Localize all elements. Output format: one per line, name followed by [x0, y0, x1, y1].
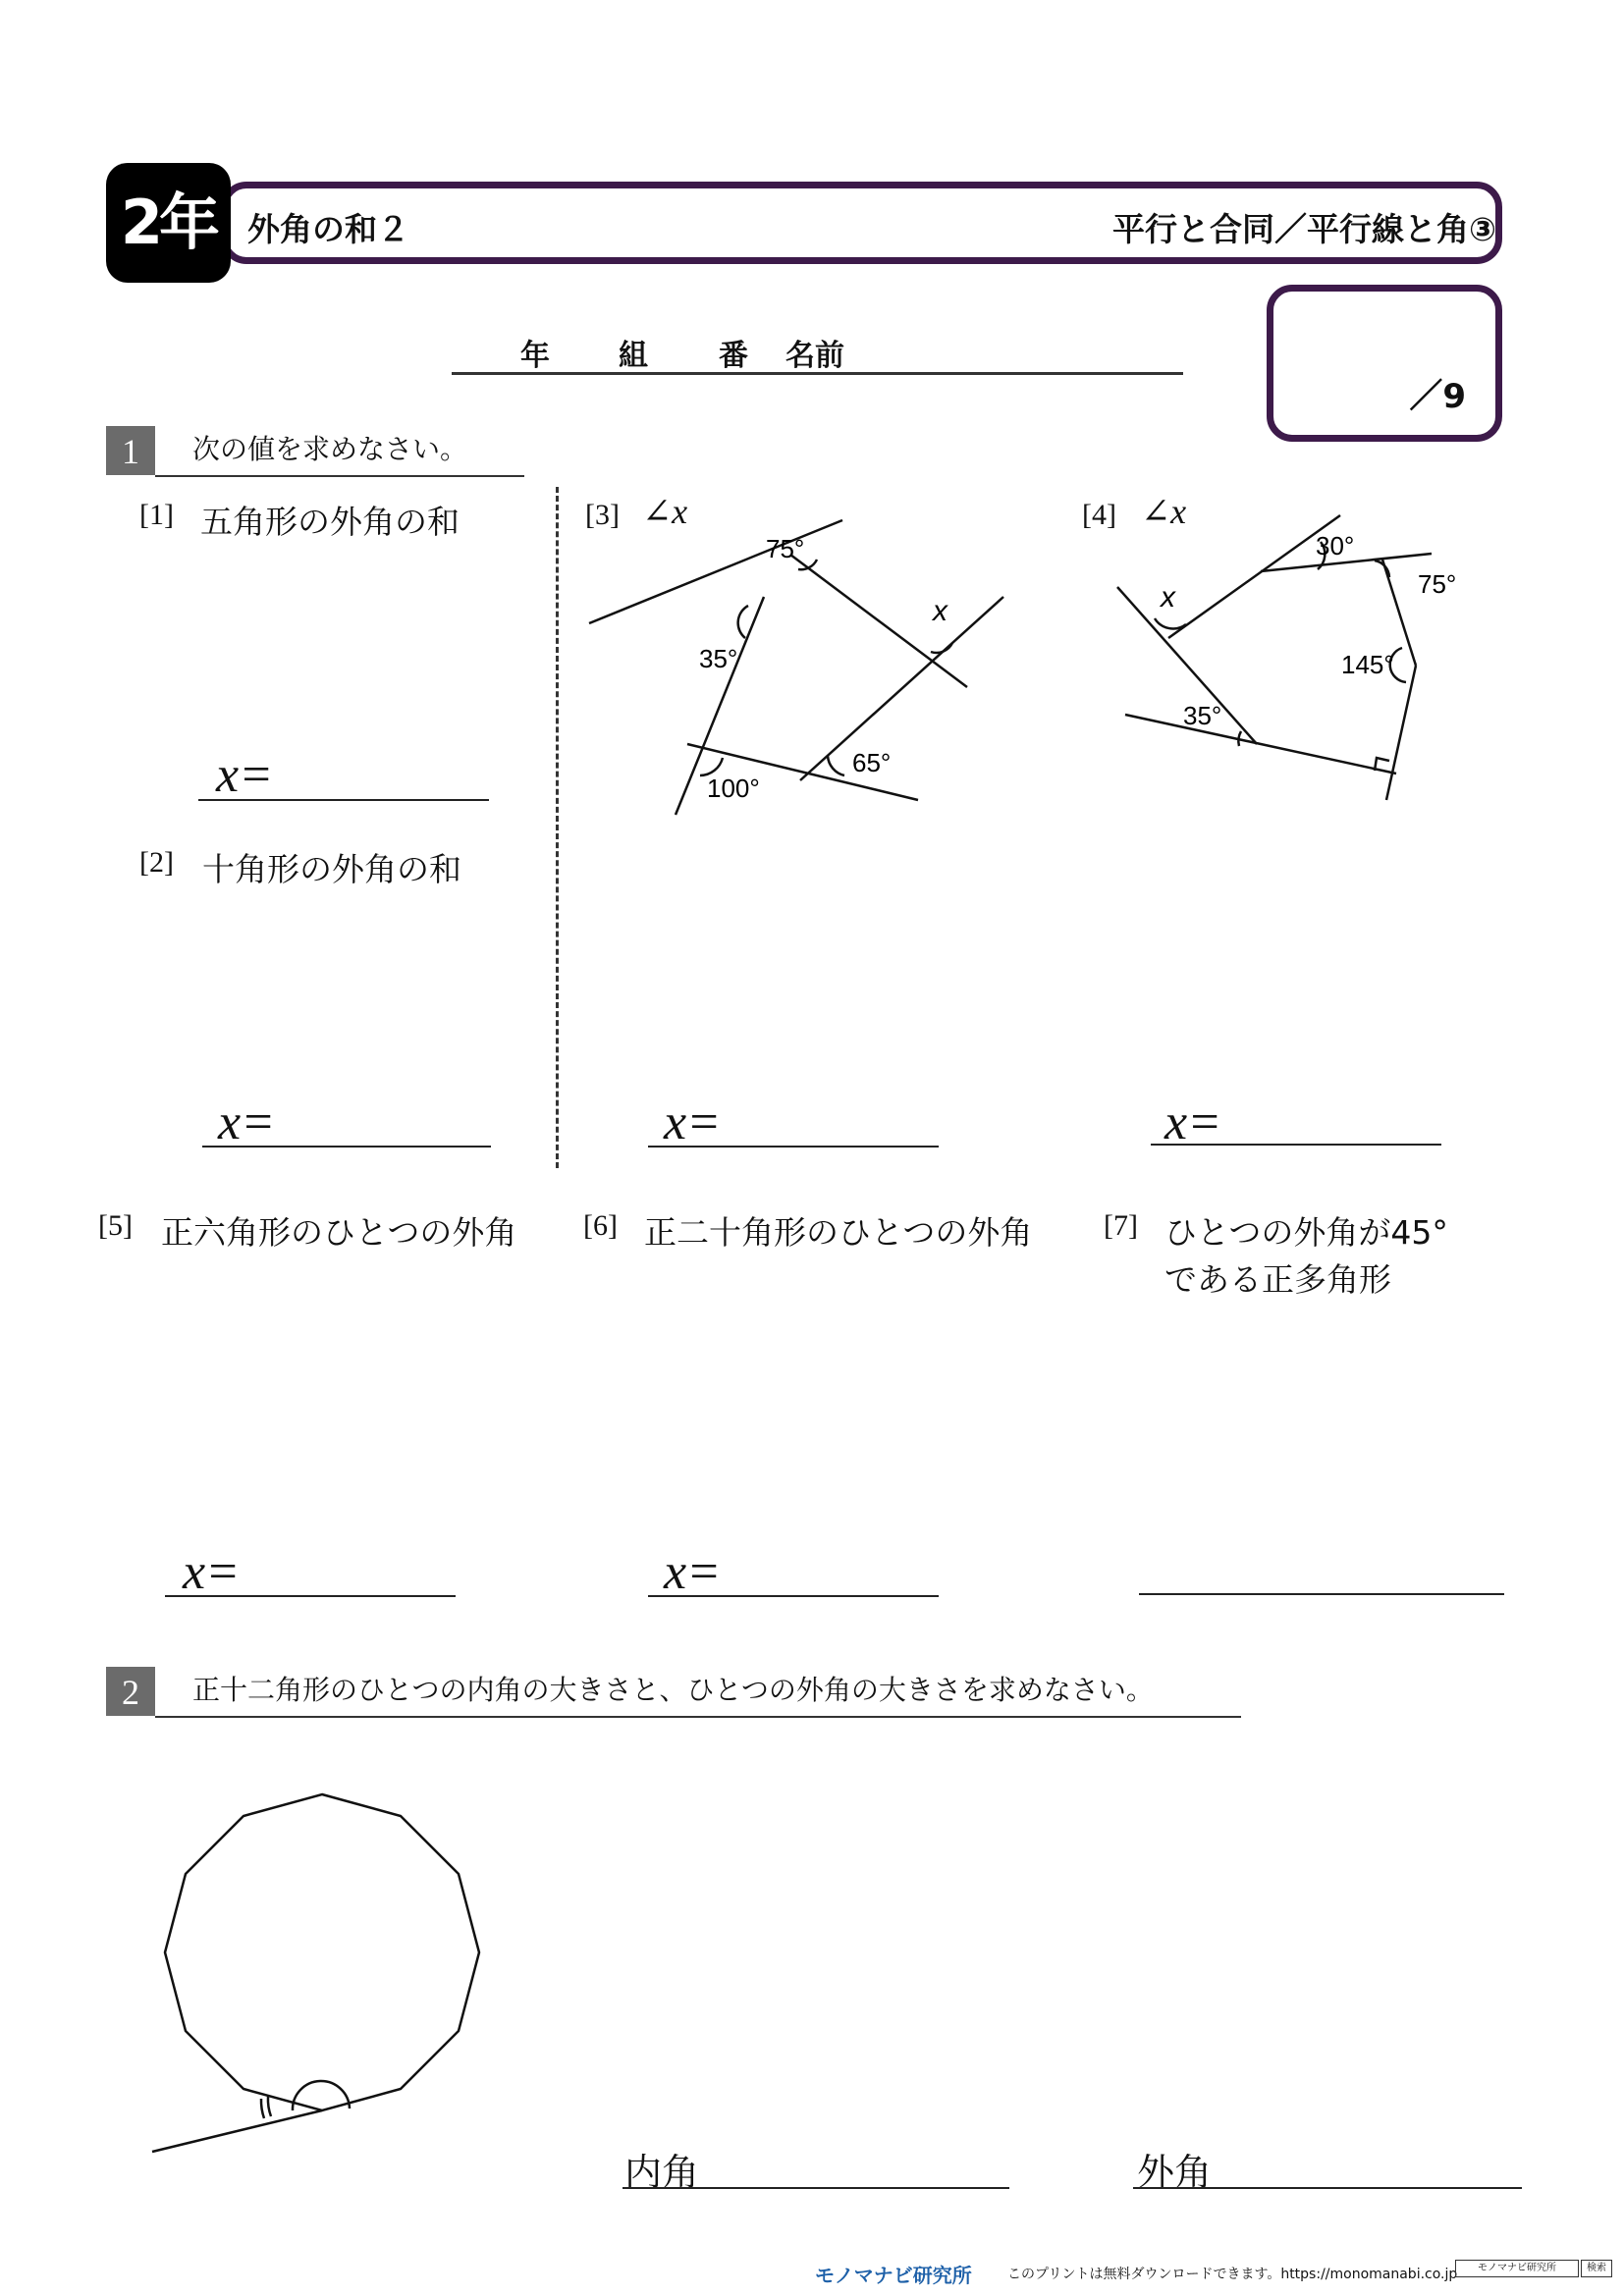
q4-angle-145: 145°	[1341, 650, 1394, 679]
class-label: 組	[619, 339, 648, 373]
section1-number: 1	[106, 426, 155, 475]
inner-angle-label: 内角	[624, 2151, 700, 2194]
q1-answer-prefix: x=	[216, 747, 274, 803]
name-label: 名前	[785, 339, 844, 373]
q6-answer-prefix: x=	[664, 1544, 722, 1600]
q6-number: [6]	[583, 1209, 618, 1242]
column-divider	[556, 487, 559, 1168]
q3-angle-75: 75°	[766, 534, 805, 563]
q1-text: 五角形の外角の和	[200, 503, 460, 541]
inner-angle-answer-line[interactable]	[623, 2187, 1009, 2189]
q4-angle-75: 75°	[1418, 569, 1457, 599]
q3-number: [3]	[585, 499, 620, 531]
q6-text: 正二十角形のひとつの外角	[644, 1213, 1033, 1252]
q6-answer-line[interactable]	[648, 1595, 939, 1597]
q3-answer-line[interactable]	[648, 1146, 939, 1148]
q4-angle-x: x	[1161, 581, 1175, 614]
q5-text: 正六角形のひとつの外角	[161, 1213, 517, 1252]
q3-angle-x: x	[933, 595, 947, 627]
q5-answer-line[interactable]	[165, 1595, 456, 1597]
section2-number: 2	[106, 1667, 155, 1716]
q2-answer-line[interactable]	[202, 1146, 491, 1148]
dodecagon-figure	[137, 1777, 501, 2160]
grade-badge: 2年	[106, 163, 231, 283]
unit-title: 平行と合同／平行線と角③	[1112, 210, 1496, 248]
footer-search-button[interactable]: 検索	[1581, 2260, 1612, 2277]
q4-number: [4]	[1082, 499, 1116, 531]
q7-answer-line[interactable]	[1139, 1593, 1504, 1595]
footer-search-box[interactable]: モノマナビ研究所	[1455, 2260, 1579, 2277]
q3-figure	[638, 510, 947, 825]
footer-brand: モノマナビ研究所	[815, 2264, 972, 2287]
year-label: 年	[520, 339, 550, 373]
outer-angle-answer-line[interactable]	[1133, 2187, 1522, 2189]
q5-answer-prefix: x=	[183, 1544, 241, 1600]
q2-answer-prefix: x=	[218, 1095, 276, 1150]
number-label: 番	[719, 339, 748, 373]
q1-answer-line[interactable]	[198, 799, 489, 801]
q5-number: [5]	[98, 1209, 133, 1242]
q7-text-line2: である正多角形	[1164, 1260, 1391, 1299]
q3-angle-65: 65°	[852, 748, 892, 777]
score-total: ／9	[1409, 377, 1466, 416]
q2-number: [2]	[139, 846, 174, 879]
q1-number: [1]	[139, 499, 174, 531]
q2-text: 十角形の外角の和	[202, 850, 461, 888]
q3-text: ∠x	[642, 492, 688, 531]
q4-angle-35: 35°	[1183, 701, 1222, 730]
q7-text-line1: ひとつの外角が45°	[1164, 1213, 1448, 1252]
score-box[interactable]	[1267, 285, 1502, 442]
q3-answer-prefix: x=	[664, 1095, 722, 1150]
q4-text: ∠x	[1141, 492, 1187, 531]
q4-figure	[1110, 506, 1457, 829]
outer-angle-label: 外角	[1137, 2151, 1213, 2194]
q4-answer-prefix: x=	[1164, 1095, 1222, 1150]
q4-answer-line[interactable]	[1151, 1144, 1441, 1146]
worksheet-title: 外角の和２	[247, 210, 409, 248]
q3-angle-100: 100°	[707, 774, 760, 803]
section1-instruction: 次の値を求めなさい。	[155, 428, 524, 477]
q3-angle-35: 35°	[699, 644, 738, 673]
q7-number: [7]	[1104, 1209, 1138, 1242]
footer-note[interactable]: このプリントは無料ダウンロードできます。https://monomanabi.co.jp	[1007, 2267, 1458, 2282]
section2-instruction: 正十二角形のひとつの内角の大きさと、ひとつの外角の大きさを求めなさい。	[155, 1669, 1241, 1718]
q4-angle-30: 30°	[1316, 531, 1355, 561]
name-line[interactable]	[452, 338, 1183, 375]
